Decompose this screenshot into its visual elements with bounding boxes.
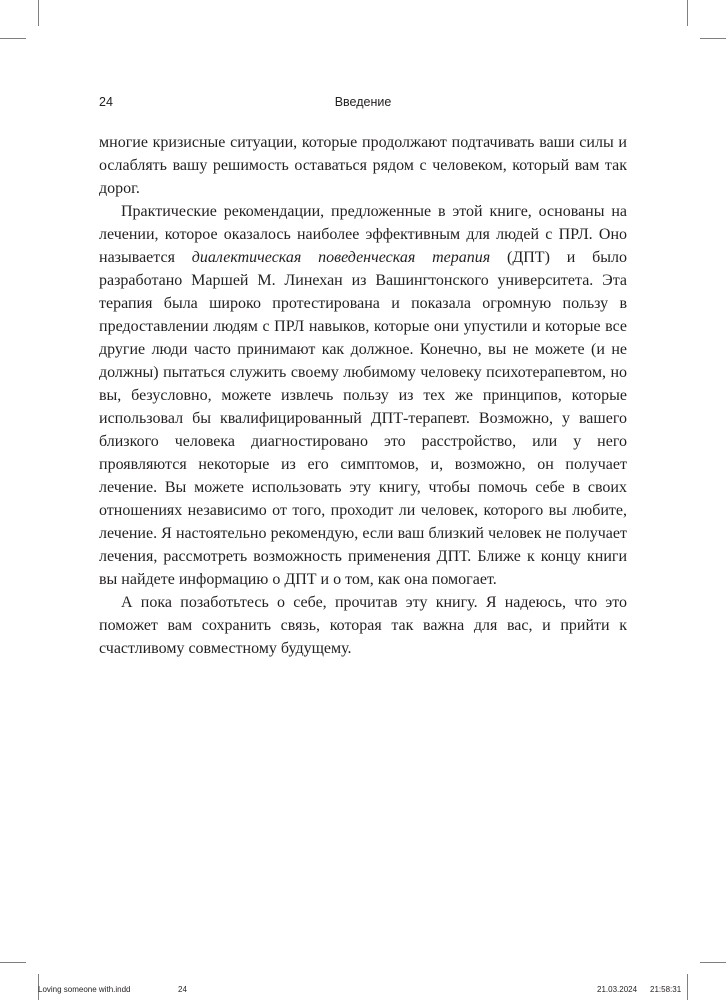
slug-file-name: Loving someone with.indd (38, 985, 131, 994)
slug-date: 21.03.2024 (597, 985, 638, 994)
running-head (99, 95, 627, 113)
paragraph-2-start: Практические рекомендации, предложенные в этой книге, основаны на лечении, которое оказалось наиболее эффективным для людей с ПРЛ. Оно называется (99, 203, 627, 266)
slug-time: 21:58:31 (650, 985, 682, 994)
crop-mark-right-bottom (700, 962, 726, 963)
paragraph-1: многие кризисные ситуации, которые продолжают подтачивать ваши силы и ослаблять вашу решимость оставаться рядом с человеком, который вам так дорог. (99, 134, 627, 197)
paragraph-3: А пока позаботьтесь о себе, прочитав эту книгу. Я надеюсь, что это поможет вам сохранить связь, которая так важна для вас, и прийти к счастливому совместному будущему. (99, 594, 627, 657)
page-number: 24 (99, 95, 113, 109)
therapy-name-italic: диалектическая поведенческая терапия (191, 249, 491, 266)
text-body (99, 131, 627, 660)
crop-mark-left-bottom (0, 962, 26, 963)
crop-mark-bottom-right (687, 974, 688, 1000)
crop-mark-right-top (700, 38, 726, 39)
crop-mark-top-right (687, 0, 688, 26)
paragraph-2-rest: (ДПТ) и было разработано Маршей М. Линехан из Вашингтонского университета. Эта терапия была широко протестирована и показала огромную пользу в предоставлении людям с ПРЛ навыков, которые они упустили и которые все другие люди часто принимают как должное. Конечно, вы не можете (и не должны) пытаться служить своему любимому человеку психотерапевтом, но вы, безусловно, можете извлечь пользу из тех же принципов, которые использовал бы квалифицированный ДПТ-терапевт. Возможно, у вашего близкого человека диагностировано это расстройство, или у него проявляются некоторые из его симптомов, и, возможно, он получает лечение. Вы можете использовать эту книгу, чтобы помочь себе в своих отношениях независимо от того, проходит ли человек, которого вы любите, лечение. Я настоятельно рекомендую, если ваш близкий человек не получает лечения, рассмотреть возможность применения ДПТ. Ближе к концу книги вы найдете информацию о ДПТ и о том, как она помогает. (99, 249, 628, 588)
slug-page-number: 24 (178, 985, 187, 994)
crop-mark-left-top (0, 38, 26, 39)
paragraph-2 (99, 200, 627, 591)
crop-mark-top-left (38, 0, 39, 26)
section-title: Введение (334, 95, 392, 109)
